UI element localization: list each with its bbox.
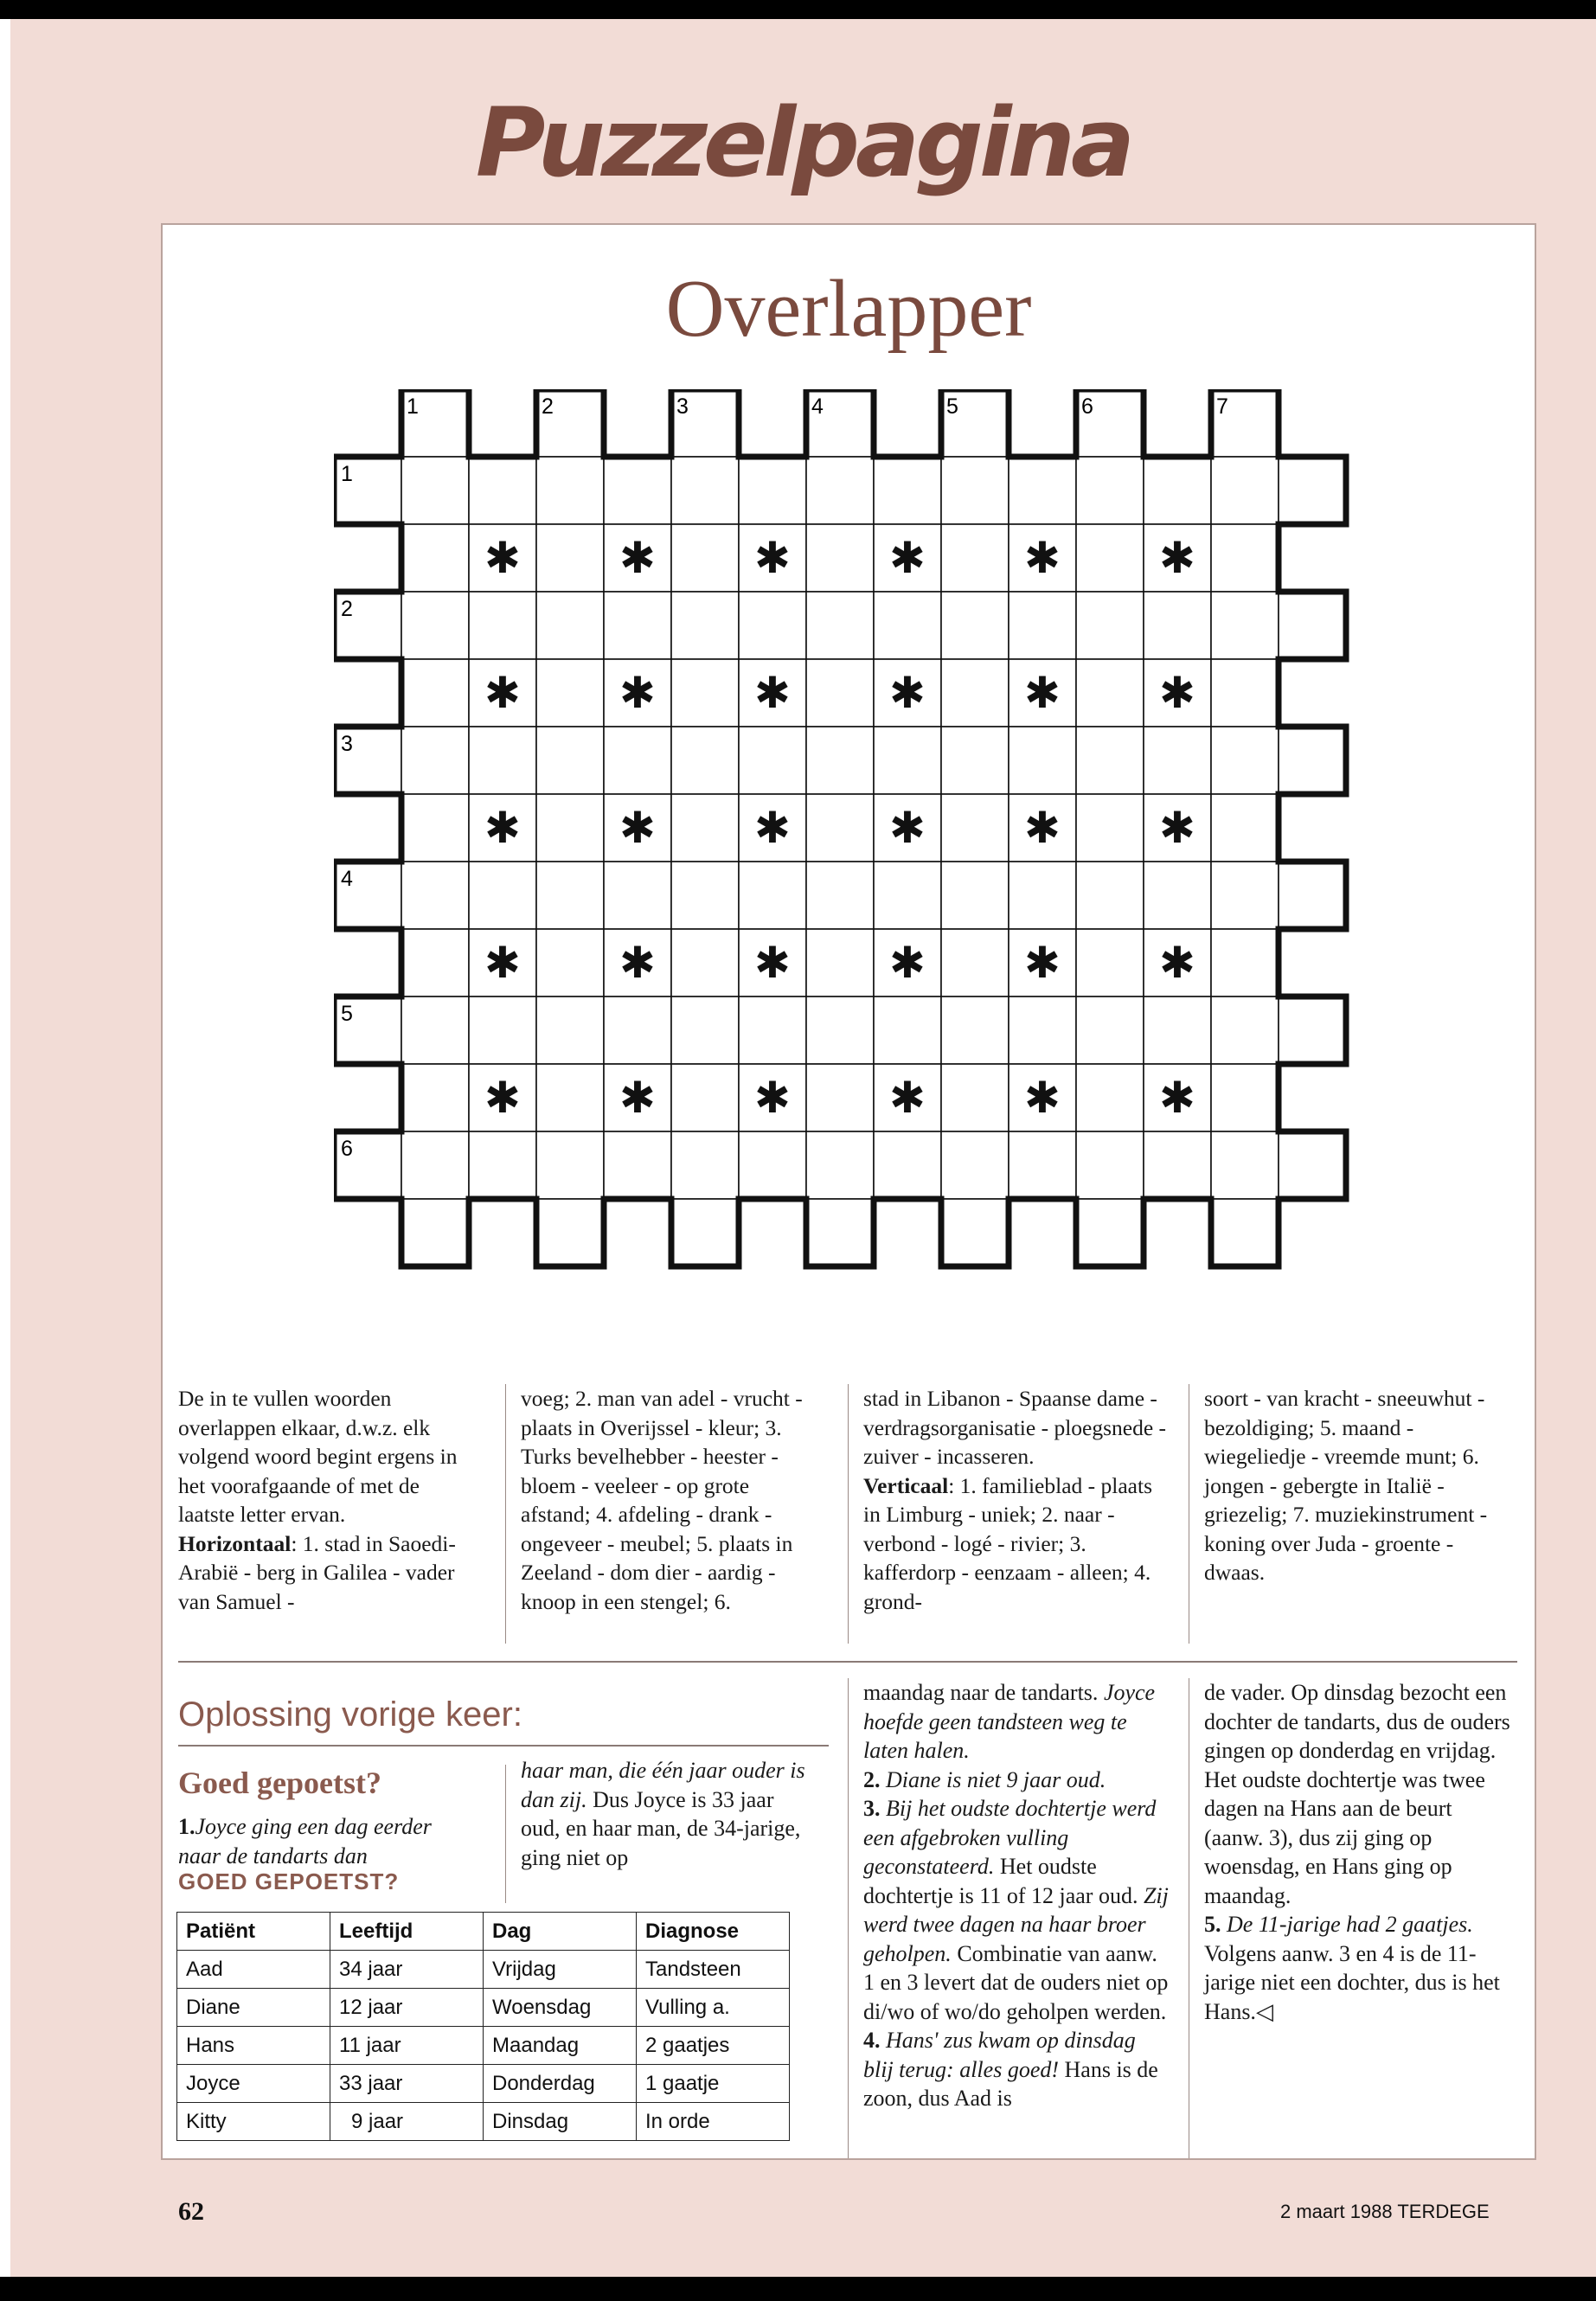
table-cell: Vrijdag [484, 1951, 637, 1989]
grid-cell [1211, 1199, 1279, 1266]
grid-cell [604, 457, 671, 524]
row-number: 2 [341, 597, 353, 621]
clue-number: 5. [1204, 1912, 1221, 1937]
grid-cell [1144, 592, 1211, 659]
grid-cell [401, 457, 469, 524]
solution-col-4 [1204, 1678, 1511, 2026]
table-cell: Aad [177, 1951, 330, 1989]
grid-cell [671, 727, 739, 794]
star-icon: ✱ [754, 1073, 791, 1123]
grid-cell [536, 862, 604, 929]
star-icon: ✱ [484, 938, 521, 988]
table-row [177, 2103, 790, 2141]
grid-cell [1211, 1064, 1279, 1131]
star-icon: ✱ [889, 1073, 926, 1123]
grid-cell [941, 997, 1009, 1064]
grid-cell [1009, 1131, 1076, 1199]
table-cell: 2 gaatjes [637, 2027, 790, 2065]
grid-cell [1279, 997, 1346, 1064]
star-icon: ✱ [619, 668, 656, 718]
grid-cell [1211, 592, 1279, 659]
page-heading: Puzzelpagina [475, 87, 1131, 198]
star-icon: ✱ [1024, 533, 1061, 583]
puzzle-title: Overlapper [665, 264, 1032, 354]
clue-text: Joyce ging een dag eerder naar de tandarts dan [178, 1814, 432, 1868]
star-icon: ✱ [484, 668, 521, 718]
grid-cell [1009, 997, 1076, 1064]
grid-cell [806, 592, 874, 659]
star-icon: ✱ [484, 803, 521, 853]
grid-cell [1211, 727, 1279, 794]
star-icon: ✱ [484, 533, 521, 583]
grid-cell [941, 524, 1009, 592]
instructions-col-2: voeg; 2. man van adel - vrucht - plaats in Overijssel - kleur; 3. Turks bevelhebber - heester - bloem - veeleer - op grote afstand; 4. afdeling - drank - ongeveer - meubel; 5. plaats in Zeeland - dom dier - aardig - knoop in een stengel; 6. [521, 1386, 803, 1614]
clue-number: 3. [863, 1796, 881, 1821]
column-rule [505, 1384, 506, 1644]
grid-cell [806, 524, 874, 592]
table-header: Leeftijd [330, 1913, 484, 1951]
scan-border-bottom [0, 2277, 1596, 2301]
table-cell: 34 jaar [330, 1951, 484, 1989]
grid-cell [1211, 1131, 1279, 1199]
star-icon: ✱ [1159, 803, 1195, 853]
grid-cell [536, 457, 604, 524]
grid-cell [671, 862, 739, 929]
grid-cell [806, 929, 874, 997]
solution-col-3 [863, 1678, 1170, 2113]
star-icon: ✱ [619, 1073, 656, 1123]
grid-cell [536, 524, 604, 592]
table-cell: Joyce [177, 2065, 330, 2103]
star-icon: ✱ [889, 938, 926, 988]
solution-heading-rule [178, 1745, 829, 1747]
grid-cell [604, 1131, 671, 1199]
grid-cell [806, 1199, 874, 1266]
grid-cell [536, 659, 604, 727]
grid-cell [1144, 457, 1211, 524]
grid-cell [469, 592, 536, 659]
instructions-col-3 [863, 1384, 1170, 1616]
grid-cell [739, 457, 806, 524]
star-icon: ✱ [1024, 668, 1061, 718]
grid-cell [671, 997, 739, 1064]
grid-cell [604, 997, 671, 1064]
grid-cell [401, 1064, 469, 1131]
magazine-page [10, 19, 1596, 2277]
solution-table [176, 1912, 790, 2141]
column-number: 1 [407, 394, 419, 419]
grid-cell [941, 592, 1009, 659]
row-number: 1 [341, 462, 353, 486]
grid-cell [874, 862, 941, 929]
grid-cell [941, 794, 1009, 862]
star-icon: ✱ [1024, 938, 1061, 988]
column-rule [848, 1678, 849, 2158]
row-number: 5 [341, 1002, 353, 1026]
table-row [177, 1951, 790, 1989]
solution-text: maandag naar de tandarts. [863, 1680, 1099, 1705]
column-number: 7 [1216, 394, 1228, 419]
crossword-grid [334, 389, 1363, 1289]
table-title: GOED GEPOETST? [178, 1868, 400, 1894]
grid-cell [536, 592, 604, 659]
grid-cell [671, 929, 739, 997]
grid-cell [1076, 524, 1144, 592]
star-icon: ✱ [1159, 533, 1195, 583]
grid-cell [806, 1131, 874, 1199]
grid-cell [401, 592, 469, 659]
column-number: 5 [946, 394, 958, 419]
table-cell: Woensdag [484, 1989, 637, 2027]
table-cell: Diane [177, 1989, 330, 2027]
star-icon: ✱ [889, 533, 926, 583]
grid-cell [1076, 997, 1144, 1064]
grid-cell [1279, 457, 1346, 524]
grid-cell [401, 659, 469, 727]
table-row [177, 2065, 790, 2103]
grid-cell [1144, 727, 1211, 794]
star-icon: ✱ [1159, 938, 1195, 988]
grid-cell [806, 794, 874, 862]
clue-text: Joyce hoefde geen tandsteen weg te laten halen. [863, 1680, 1156, 1763]
grid-cell [401, 1199, 469, 1266]
column-number: 2 [542, 394, 554, 419]
table-cell: Tandsteen [637, 1951, 790, 1989]
grid-cell [401, 524, 469, 592]
grid-cell [1144, 1131, 1211, 1199]
row-number: 3 [341, 732, 353, 756]
grid-cell [469, 997, 536, 1064]
puzzle-panel [161, 223, 1536, 2160]
table-cell: Dinsdag [484, 2103, 637, 2141]
solution-subheading: Goed gepoetst? [178, 1766, 381, 1800]
grid-cell [1279, 592, 1346, 659]
grid-cell [1279, 1131, 1346, 1199]
grid-cell [1279, 727, 1346, 794]
grid-cell [1009, 862, 1076, 929]
star-icon: ✱ [1024, 803, 1061, 853]
table-row [177, 2027, 790, 2065]
star-icon: ✱ [889, 668, 926, 718]
grid-cell [536, 929, 604, 997]
horizontaal-clues-start: : 1. stad in Saoedi-Arabië - berg in Galilea - vader van Samuel - [178, 1530, 456, 1614]
section-divider [178, 1661, 1517, 1663]
grid-cell [536, 794, 604, 862]
star-icon: ✱ [484, 1073, 521, 1123]
star-icon: ✱ [619, 533, 656, 583]
clue-text: haar man, die één jaar ouder is dan zij. [521, 1758, 805, 1812]
grid-cell [1211, 929, 1279, 997]
grid-cell [1009, 592, 1076, 659]
clue-text: Bij het oudste dochtertje werd een afgebroken vulling geconstateerd. [863, 1796, 1157, 1879]
grid-cell [536, 1064, 604, 1131]
grid-cell [1076, 457, 1144, 524]
grid-cell [739, 1131, 806, 1199]
grid-cell [1076, 929, 1144, 997]
grid-cell [401, 862, 469, 929]
grid-cell [739, 862, 806, 929]
grid-cell [874, 592, 941, 659]
instructions-col-4: soort - van kracht - sneeuwhut - bezoldiging; 5. maand - wiegeliedje - vreemde munt; 6. jongen - gebergte in Italië - griezelig; 7. muziekinstrument - koning over Juda - groente - dwaas. [1204, 1386, 1488, 1585]
table-header: Dag [484, 1913, 637, 1951]
verticaal-clues-start: : 1. familieblad - plaats in Limburg - uniek; 2. naar - verbond - logé - rivier; 3. kafferdorp - eenzaam - alleen; 4. grond- [863, 1472, 1153, 1614]
grid-cell [1076, 1064, 1144, 1131]
star-icon: ✱ [1024, 1073, 1061, 1123]
star-icon: ✱ [619, 938, 656, 988]
grid-cell [604, 727, 671, 794]
solution-text: Het oudste dochtertje is 11 of 12 jaar oud. [863, 1854, 1138, 1908]
page-number: 62 [178, 2197, 204, 2226]
solution-text: Dus Joyce is 33 jaar oud, en haar man, de 34-jarige, ging niet op [521, 1786, 801, 1870]
grid-cell [671, 524, 739, 592]
grid-cell [1076, 1199, 1144, 1266]
grid-cell [604, 592, 671, 659]
row-number: 4 [341, 867, 353, 891]
grid-cell [941, 862, 1009, 929]
table-cell: 33 jaar [330, 2065, 484, 2103]
table-header: Patiënt [177, 1913, 330, 1951]
clue-text: Hans' zus kwam op dinsdag blij terug: alles goed! [863, 2028, 1136, 2082]
clue-text: Zij werd twee dagen na haar broer geholpen. [863, 1882, 1169, 1966]
grid-cell [401, 1131, 469, 1199]
column-number: 3 [676, 394, 689, 419]
grid-cell [806, 997, 874, 1064]
instructions-col-1 [178, 1384, 481, 1616]
table-row [177, 1989, 790, 2027]
grid-cell [536, 997, 604, 1064]
grid-cell [671, 1064, 739, 1131]
table-cell: Kitty [177, 2103, 330, 2141]
solution-text: Hans is de zoon, dus Aad is [863, 2056, 1158, 2111]
grid-cell [806, 659, 874, 727]
publication-date: 2 maart 1988 TERDEGE [1280, 2201, 1490, 2222]
grid-cell [536, 1199, 604, 1266]
grid-cell [401, 997, 469, 1064]
grid-cell [401, 929, 469, 997]
grid-cell [739, 997, 806, 1064]
grid-cell [671, 592, 739, 659]
grid-cell [469, 727, 536, 794]
solution-text: de vader. Op dinsdag bezocht een dochter de tandarts, dus de ouders gingen op donderdag en vrijdag. Het oudste dochtertje was twee dagen na Hans aan de beurt (aanw. 3), dus zij ging op woensdag, en Hans ging op maandag. [1204, 1680, 1510, 1908]
solution-text: Volgens aanw. 3 en 4 is de 11-jarige niet een dochter, dus is het Hans. [1204, 1940, 1500, 2024]
table-header-row [177, 1913, 790, 1951]
table-cell: Maandag [484, 2027, 637, 2065]
grid-cell [671, 1199, 739, 1266]
grid-cell [671, 457, 739, 524]
table-cell: 11 jaar [330, 2027, 484, 2065]
scan-border-top [0, 0, 1596, 19]
grid-cell [1076, 1131, 1144, 1199]
grid-cell [739, 592, 806, 659]
grid-cell [739, 727, 806, 794]
column-number: 6 [1081, 394, 1093, 419]
grid-cell [806, 1064, 874, 1131]
grid-cell [874, 457, 941, 524]
grid-cell [806, 457, 874, 524]
solution-paragraph-1 [178, 1812, 464, 1870]
grid-cell [1076, 794, 1144, 862]
grid-cell [1279, 862, 1346, 929]
horizontaal-label: Horizontaal [178, 1530, 292, 1556]
grid-cell [941, 1199, 1009, 1266]
grid-cell [1211, 794, 1279, 862]
grid-cell [536, 1131, 604, 1199]
table-cell: Hans [177, 2027, 330, 2065]
star-icon: ✱ [754, 803, 791, 853]
grid-cell [1211, 997, 1279, 1064]
grid-cell [469, 457, 536, 524]
column-rule [505, 1765, 506, 1903]
horizontaal-clues-end: stad in Libanon - Spaanse dame - verdragsorganisatie - ploegsnede - zuiver - incasseren. [863, 1386, 1167, 1469]
instructions-intro: De in te vullen woorden overlappen elkaar, d.w.z. elk volgend woord begint ergens in het voorafgaande of met de laatste letter ervan. [178, 1386, 458, 1527]
table-cell: Vulling a. [637, 1989, 790, 2027]
clue-text: De 11-jarige had 2 gaatjes. [1227, 1912, 1473, 1937]
table-cell: Donderdag [484, 2065, 637, 2103]
grid-cell [1144, 862, 1211, 929]
column-rule [848, 1384, 849, 1644]
grid-cell [1144, 997, 1211, 1064]
grid-cell [469, 862, 536, 929]
solution-paragraph-1-cont [521, 1756, 811, 1872]
grid-cell [1076, 592, 1144, 659]
clue-text: Diane is niet 9 jaar oud. [886, 1766, 1106, 1792]
grid-cell [806, 727, 874, 794]
table-cell: 1 gaatje [637, 2065, 790, 2103]
grid-cell [671, 659, 739, 727]
grid-cell [874, 997, 941, 1064]
grid-cell [1076, 862, 1144, 929]
grid-cell [401, 727, 469, 794]
grid-cell [1211, 524, 1279, 592]
grid-cell [469, 1131, 536, 1199]
grid-cell [536, 727, 604, 794]
star-icon: ✱ [754, 668, 791, 718]
grid-cell [1211, 659, 1279, 727]
verticaal-label: Verticaal [863, 1472, 949, 1498]
grid-cell [941, 659, 1009, 727]
table-cell: In orde [637, 2103, 790, 2141]
row-number: 6 [341, 1137, 353, 1161]
solution-text: Combinatie van aanw. 1 en 3 levert dat de ouders niet op di/wo of wo/do geholpen werden. [863, 1940, 1169, 2024]
grid-cell [806, 862, 874, 929]
star-icon: ✱ [1159, 1073, 1195, 1123]
clue-number: 4. [863, 2028, 881, 2053]
column-number: 4 [811, 394, 824, 419]
clue-number: 2. [863, 1766, 881, 1792]
grid-cell [1076, 727, 1144, 794]
grid-cell [941, 457, 1009, 524]
grid-cell [1211, 457, 1279, 524]
star-icon: ✱ [619, 803, 656, 853]
grid-cell [604, 862, 671, 929]
grid-cell [941, 929, 1009, 997]
grid-cell [671, 794, 739, 862]
grid-cell [1076, 659, 1144, 727]
star-icon: ✱ [754, 533, 791, 583]
star-icon: ✱ [1159, 668, 1195, 718]
grid-cell [874, 1131, 941, 1199]
grid-cell [671, 1131, 739, 1199]
grid-cell [1009, 457, 1076, 524]
grid-cell [874, 727, 941, 794]
star-icon: ✱ [754, 938, 791, 988]
grid-cell [941, 1064, 1009, 1131]
grid-cell [1009, 727, 1076, 794]
table-cell: 12 jaar [330, 1989, 484, 2027]
end-mark: ◁ [1255, 1998, 1273, 2024]
solution-heading: Oplossing vorige keer: [178, 1695, 522, 1734]
clue-number: 1. [178, 1814, 195, 1839]
grid-cell [1211, 862, 1279, 929]
grid-cell [401, 794, 469, 862]
grid-cell [941, 1131, 1009, 1199]
table-header: Diagnose [637, 1913, 790, 1951]
grid-cell [941, 727, 1009, 794]
table-cell: 9 jaar [330, 2103, 484, 2141]
star-icon: ✱ [889, 803, 926, 853]
